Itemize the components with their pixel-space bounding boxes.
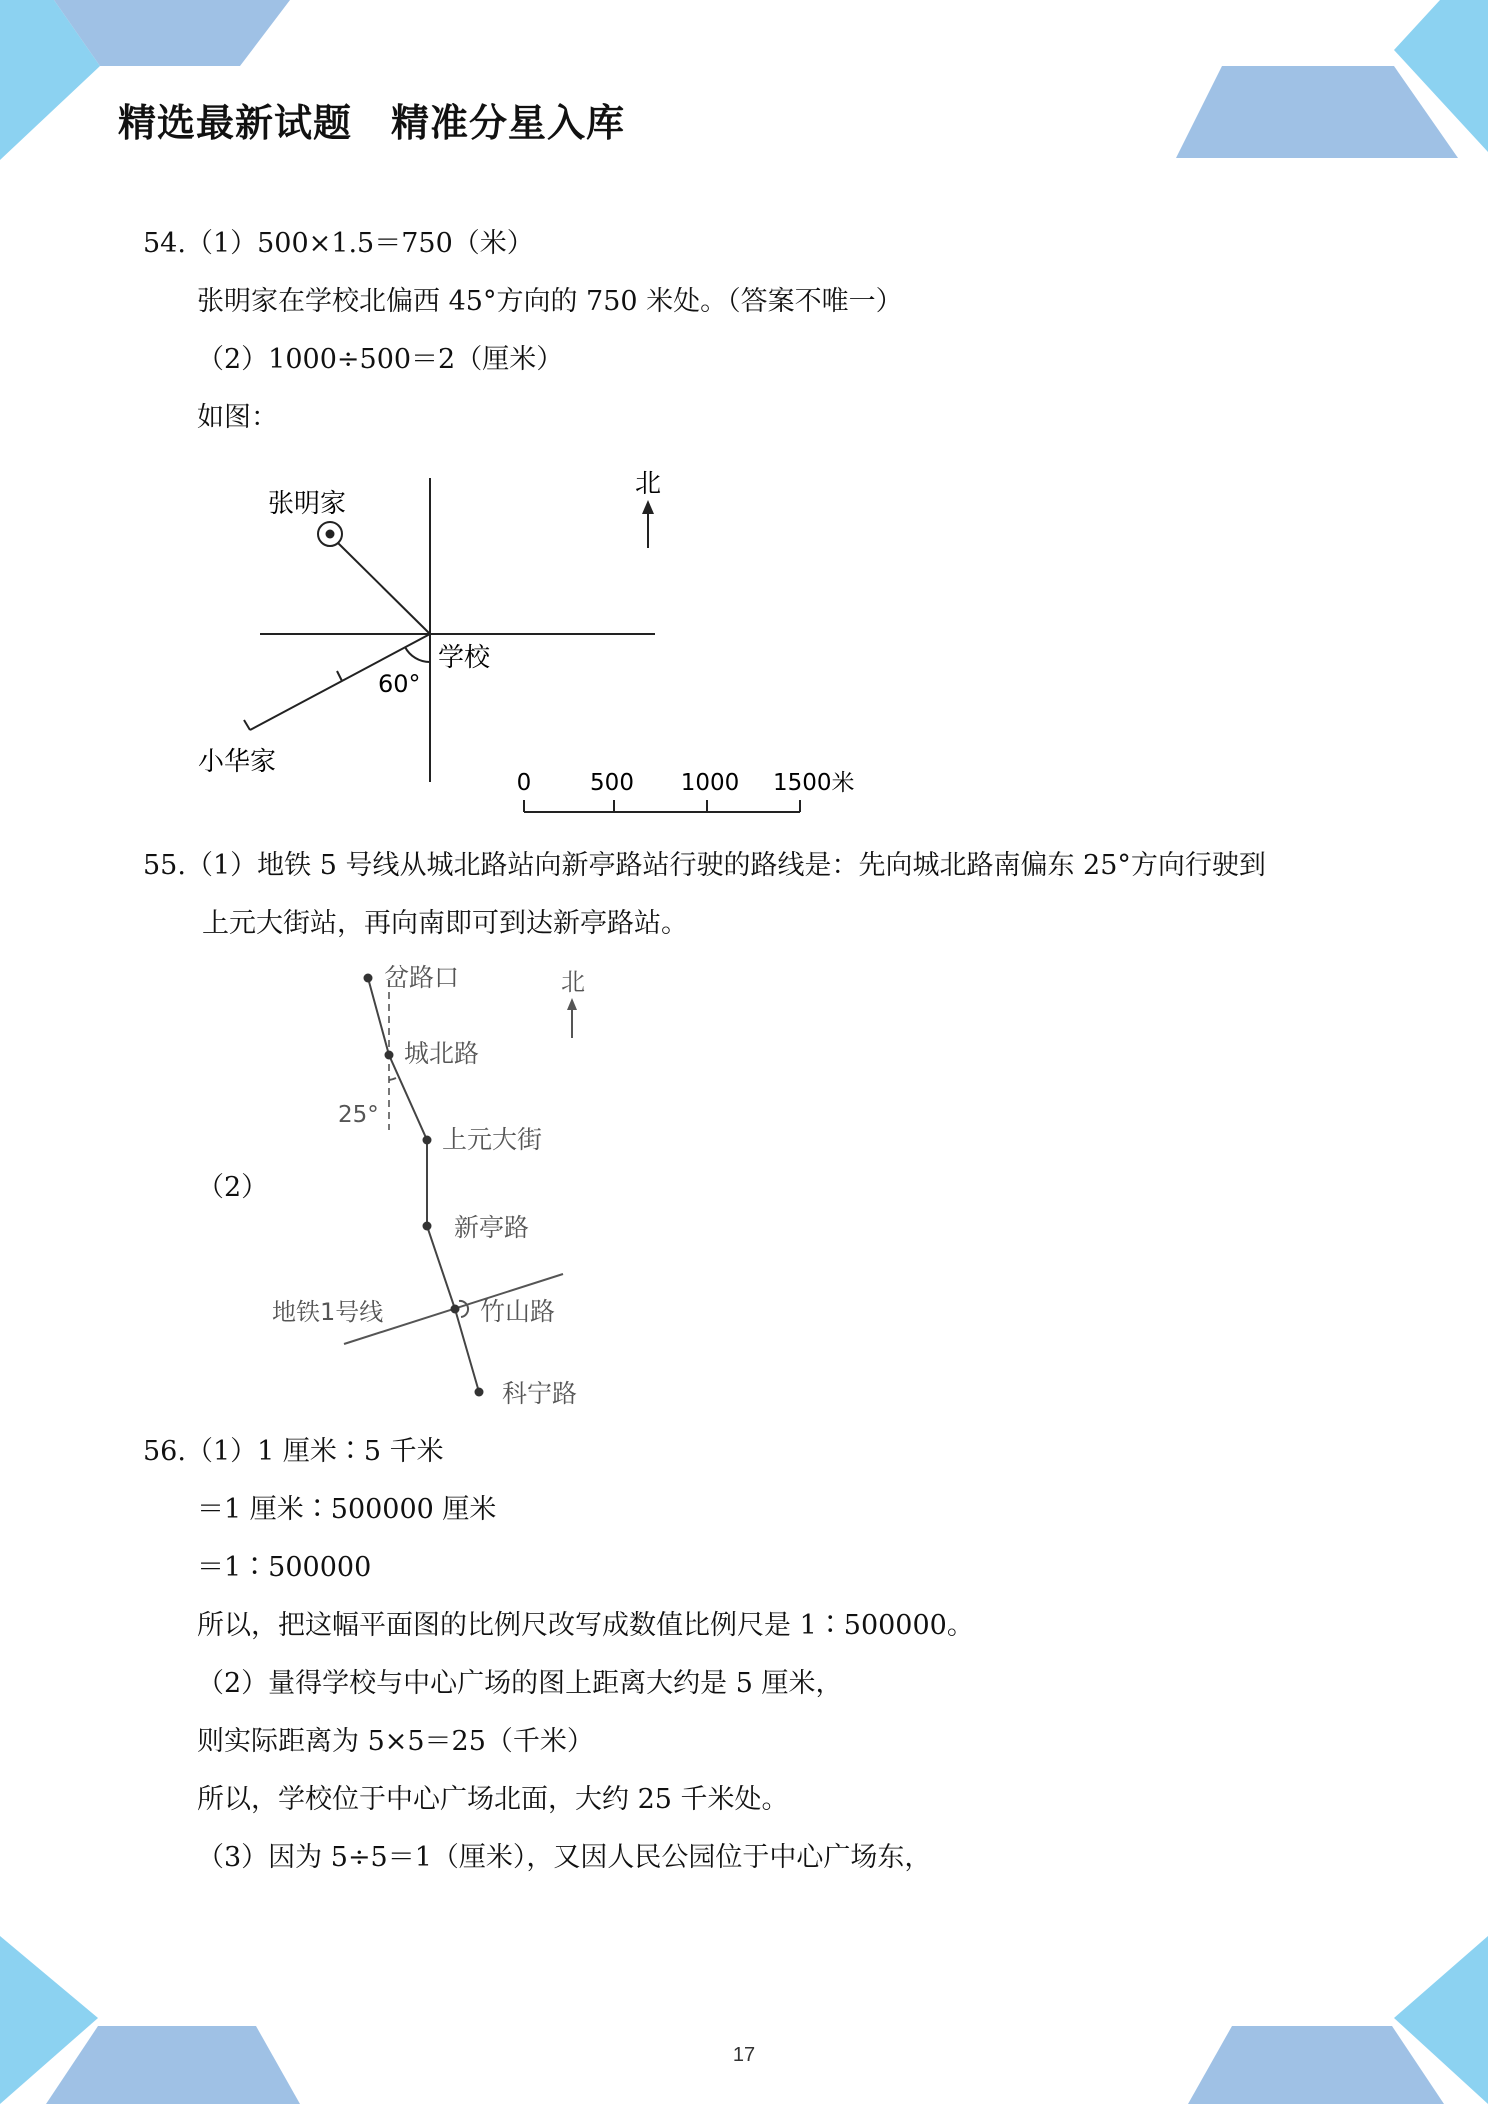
q55-station-dot: [385, 1051, 394, 1060]
q56-line-6: 则实际距离为 5×5＝25（千米）: [197, 1726, 594, 1757]
q54-school-label: 学校: [438, 643, 491, 673]
q54-scale-label-1500: 1500米: [773, 770, 855, 796]
q55-intersection-mark: [459, 1301, 468, 1317]
q54-line-2: 张明家在学校北偏西 45°方向的 750 米处。（答案不唯一）: [197, 286, 903, 317]
q54-scale-label-1000: 1000: [680, 770, 740, 796]
q54-line-3: （2）1000÷500＝2（厘米）: [197, 344, 564, 375]
q55-station-dot: [364, 974, 373, 983]
q54-xiaohua-label: 小华家: [198, 747, 277, 777]
header-title: 精选最新试题 精准分星入库: [118, 101, 626, 145]
q55-metro-line-label: 地铁1号线: [272, 1298, 384, 1326]
q55-station-label: 上元大街: [442, 1125, 543, 1154]
q54-angle-label: 60°: [378, 670, 421, 698]
q55-north-label: 北: [561, 968, 585, 996]
q56-line-7: 所以，学校位于中心广场北面，大约 25 千米处。: [197, 1784, 789, 1815]
q55-station-label: 城北路: [404, 1039, 480, 1068]
q55-station-dot: [451, 1305, 460, 1314]
q54-line-1: 54.（1）500×1.5＝750（米）: [143, 228, 534, 259]
q54-zhangming-label: 张明家: [268, 489, 347, 519]
q56-line-3: ＝1∶500000: [197, 1552, 372, 1583]
q55-station-dot: [423, 1222, 432, 1231]
q55-station-label: 岔路口: [384, 963, 460, 992]
q55-station-label: 新亭路: [454, 1213, 530, 1242]
q55-line-1: 55.（1）地铁 5 号线从城北路站向新亭路站行驶的路线是：先向城北路南偏东 25°方向行驶到: [143, 850, 1266, 881]
page-number: 17: [732, 2044, 756, 2066]
q55-station-dot: [423, 1136, 432, 1145]
q54-scale-label-500: 500: [590, 770, 634, 796]
q55-angle-arc: [389, 1078, 396, 1080]
q55-north-arrow-head: [567, 998, 577, 1010]
q55-station-label: 竹山路: [480, 1297, 556, 1326]
q56-line-5: （2）量得学校与中心广场的图上距离大约是 5 厘米，: [197, 1668, 843, 1699]
q55-line-3: （2）: [197, 1172, 269, 1203]
q54-north-label: 北: [634, 469, 662, 499]
q55-station-dot: [475, 1388, 484, 1397]
q56-line-2: ＝1 厘米∶500000 厘米: [197, 1494, 497, 1525]
q55-line-2: 上元大街站，再向南即可到达新亭路站。: [202, 908, 688, 939]
q55-angle-label: 25°: [338, 1102, 379, 1128]
q56-line-8: （3）因为 5÷5＝1（厘米），又因人民公园位于中心广场东，: [197, 1842, 932, 1873]
q56-line-4: 所以，把这幅平面图的比例尺改写成数值比例尺是 1∶500000。: [197, 1610, 974, 1641]
q55-station-label: 科宁路: [502, 1379, 578, 1408]
q56-line-1: 56.（1）1 厘米∶5 千米: [143, 1436, 444, 1467]
q54-line-4: 如图：: [197, 402, 278, 433]
q54-scale-label-0: 0: [516, 770, 532, 796]
